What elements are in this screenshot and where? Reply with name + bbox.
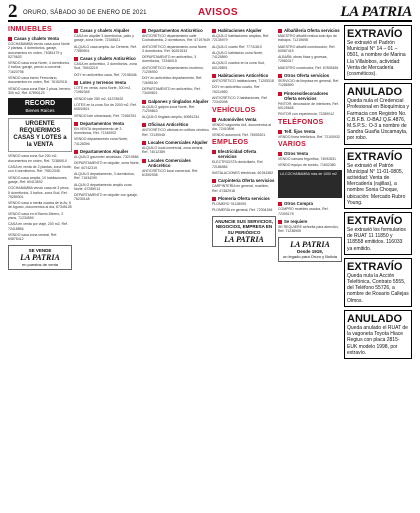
category-heading: Plomería Oferta servicios [212, 196, 276, 201]
advertise-text: ANUNCIE SUS SERVICIOS, NEGOCIOS, EMPRESA EN SU PERIÓDICO [215, 218, 273, 235]
legal-notice [344, 25, 412, 80]
classified-ad: CASA en venta por viaje, 200 m2, Ref. 72418856 [8, 222, 68, 231]
classified-ad: INSTALACIONES eléctricas, 60154382 [212, 171, 274, 176]
notice-body: Se extravió el Patrón Municipal N° 11-01-0805, actividad: Venta de Mercadería (rajillas), a nombre Sonia Choque, ubicación: Mercado Rubro Young. [347, 162, 406, 206]
classified-ad: VENDO departamento zona Norte, 74128396 [74, 137, 129, 146]
column-5 [278, 25, 342, 509]
category-heading: Casas y chalets Venta [8, 36, 72, 41]
notice-body: Queda nula el Credencial Profesional en Bioquímica y Farmacia con Registro No. C.B.F.B. O-BAJ Q.E.4876, M.S.P.S.: O-3 a nombre de Sandra Guaña Uscamayta, por robo. [347, 98, 409, 142]
category-heading: Habitaciones Alquiler [212, 28, 276, 33]
notice-title: EXTRAVÍO [347, 215, 403, 228]
notice-title: EXTRAVÍO [347, 28, 403, 40]
record-banner [8, 98, 72, 115]
classified-ad: VENDO cámara frigorífica, 74092831 [278, 156, 336, 161]
legal-notice [344, 258, 412, 307]
classified-ad: ALQUILO habitaciones amplias, Ref. 72135979 [212, 34, 270, 43]
classified-ad: CARPINTERÍA en general, muebles, Ref. 67482918 [212, 184, 269, 193]
record-title: RECORD [24, 100, 56, 108]
category-marker-icon [278, 74, 282, 78]
category-heading: Departamentos Anticrético [142, 28, 210, 33]
classified-ad: VENDO casa zona Sur 200 m2, documentos en orden, Ref. 72386510 [8, 154, 67, 163]
category-heading: Casas y chalets Anticrético [74, 56, 140, 61]
category-marker-icon [74, 29, 78, 33]
classified-ad: VENDO casa en el Barrio Minero, 2 pisos, 71234590 [8, 211, 64, 221]
category-marker-icon [74, 57, 78, 61]
notice-body: Queda anulado el RUAT de la vagoneta Toyota Hiace Regius con placa 2815-EUK modelo 1998, por extravío. [347, 324, 408, 356]
promo-brand: LA PATRIA [20, 253, 60, 263]
classified-ad: VENDO casa zona Este 2 pisos, terreno 300 m2, Ref. 67890123 [8, 86, 71, 95]
category-marker-icon [212, 29, 216, 33]
category-heading: Pintores/decoradores Oferta servicios [278, 91, 342, 101]
category-marker-icon [278, 92, 282, 96]
classified-ad: VENDO equipo de sonido, 71602380 [278, 163, 336, 168]
classified-ad: COCHABAMBA vendo casa de 3 pisos, 5 dormitorios, 3 baños, zona Sud, Ref. 75289301 [8, 186, 70, 199]
classified-ad: COCHABAMBA vendo casa zona Norte 2 plantas, 4 dormitorios, garaje, documentos en orden, 76381479 y 5270603 [8, 42, 70, 59]
classified-ad: VENDO automóvil, Ref. 76593201 [212, 133, 266, 138]
category-heading: Se requiere [278, 219, 342, 224]
section-heading-varios: VARIOS [278, 140, 307, 148]
category-heading: Departamentos Venta [74, 121, 140, 126]
record-subtitle: Bienes Raíces [25, 108, 55, 114]
classified-ad: DEPARTAMENTO en alquiler, zona Norte, Ref. 60742319 [74, 161, 140, 170]
classified-ad: SERVICIO de limpieza en general, Ref. 71286590 [278, 79, 340, 88]
advertise-box [212, 216, 276, 248]
category-marker-icon [142, 29, 146, 33]
classified-ad: ELECTRICISTA domiciliario, Ref. 72186984 [212, 160, 264, 169]
category-marker-icon [278, 130, 282, 134]
notice-title: EXTRAVÍO [347, 260, 403, 273]
classified-ad: DOY en anticrético cuarto, Ref. 76214950 [212, 85, 261, 94]
classified-ad: VENDO casa a media cuadra de la Av. 6 de Agosto, documentos al día, 67345128 [8, 201, 72, 210]
classified-ad: ALQUILO cuartos en la zona Sud, 60125891 [212, 61, 265, 70]
classified-ad: MAESTRO albañil construcción, Ref. 60987415 [278, 44, 336, 53]
promo-box [8, 245, 72, 271]
notice-title: ANULADO [347, 86, 402, 99]
category-marker-icon [74, 81, 78, 85]
classified-ad: VENDO línea telefónica, Ref. 72100932 [278, 134, 340, 139]
classified-ad: COMPRO muebles usados, Ref. 72309178 [278, 207, 329, 216]
classified-ad: CASA en alquiler 3 dormitorios, patio y garaje, zona Norte, 72345621 [74, 34, 134, 43]
category-heading: Locales Comerciales Alquiler [142, 140, 210, 145]
promo-brand: LA PATRIA [290, 239, 330, 249]
classified-ad: VENDO casa zona central, Ref. 69875412 [8, 232, 58, 242]
legal-notice [344, 212, 412, 255]
classified-ad: CASA en anticrético, 3 dormitorios, zona Sud, 76543219 [74, 62, 137, 71]
section-title: AVISOS [198, 7, 239, 18]
page-header [8, 1, 412, 22]
category-heading: Otros Compra [278, 201, 342, 206]
promo-line-3: un legado para Oruro y Bolivia [282, 254, 338, 260]
classified-ad: ALQUILO galpón zona Norte, Ref. 71209843 [142, 104, 196, 113]
classified-ad: EN VENTA departamento de 3 dormitorios, Ref. 71345902 [74, 126, 122, 136]
category-marker-icon [212, 197, 216, 201]
column-1 [8, 25, 72, 509]
classified-ad: VENDO vagoneta 4x4, documentos al día, 72410896 [212, 122, 272, 131]
notice-title: EXTRAVÍO [347, 150, 403, 163]
classified-ad: VENDO lote urbanizado, Ref. 72456781 [74, 113, 137, 118]
category-heading: Casas y chalets Alquiler [74, 28, 140, 33]
legal-notice [344, 148, 412, 209]
dateline: ORURO, SÁBADO 30 DE ENERO DE 2021 [23, 10, 147, 16]
newspaper-logo: LA PATRIA [340, 4, 412, 20]
promo-line-1: SE VENDE [28, 247, 52, 253]
category-heading: Otros Oferta servicios [278, 73, 342, 78]
category-heading: Electricidad Oferta servicios [212, 149, 276, 159]
category-heading: Telf. fijos Venta [278, 129, 342, 134]
promo-line-2: Desde 1919, [296, 248, 324, 254]
classified-ad: PINTOR con experiencia, 72289012 [278, 112, 335, 117]
category-heading: Carpintería Oferta servicios [212, 178, 276, 183]
classified-ad: ANTICRÉTICO 2 habitaciones, Ref. 72340098 [212, 95, 268, 105]
section-heading-telefonos: TELÉFONOS [278, 118, 324, 126]
legal-notice [344, 310, 412, 359]
category-marker-icon [74, 150, 78, 154]
category-heading: Automóviles Venta [212, 117, 276, 122]
classified-ad: ANTICRÉTICO departamento moderno, 71205930 [142, 65, 205, 75]
classified-ad: ANTICRÉTICO local comercial, Ref. 61592938 [142, 168, 199, 177]
category-marker-icon [212, 118, 216, 122]
classified-ad: PLOMERÍA en general, Ref. 72304156 [212, 208, 273, 213]
urgent-banner: URGENTE REQUERIMOS CASAS Y LOTES a la VENTA [8, 118, 72, 152]
classified-ad: DEPARTAMENTO en anticrético, Ref. 73409821 [142, 86, 201, 96]
category-marker-icon [212, 74, 216, 78]
category-marker-icon [142, 100, 146, 104]
classified-ad: DEPARTAMENTO en anticrético, 3 dormitorios, 72346015 [142, 55, 197, 64]
classified-ad: ANTICRÉTICO departamento zona Norte, 3 dormitorios, Ref. 60291534 [142, 44, 208, 53]
classified-ad: ALQUILO departamento amplio zona Norte, 67289013 [74, 182, 132, 191]
category-marker-icon [278, 220, 282, 224]
notice-body: Se extravió los formularios de RUAT 11 11850 y 118558 emitidos. 116033 ya emitido. [347, 227, 406, 252]
classified-ad: PLOMERO 76128099 [212, 201, 247, 206]
classified-ad: PINTOR, decoración de interiores, Ref. 60125648 [278, 101, 339, 110]
classified-ad: CASA en venta de 2 plantas, zona Norte, con 4 dormitorios, Ref. 79812345 [8, 165, 72, 174]
category-marker-icon [142, 141, 146, 145]
category-heading: Departamentos Alquiler [74, 149, 140, 154]
category-marker-icon [142, 123, 146, 127]
classified-ad: VENDO casa zona Norte, 4 dormitorios, 2 baños, garaje, precio a convenir, 71620798 [8, 61, 71, 74]
section-heading-vehiculos: VEHÍCULOS [212, 106, 256, 114]
column-2 [74, 25, 140, 509]
category-heading: Locales Comerciales Anticrético [142, 158, 210, 168]
classified-ad: DEPARTAMENTO en alquiler con garaje, 76230148 [74, 193, 138, 202]
column-4 [212, 25, 276, 509]
classified-ad: ALQUILO garzonier amoblado, 73219584 [74, 155, 139, 160]
classified-ad: ALBAÑIL obras finas y gruesas, 72580317 [278, 55, 328, 64]
column-3 [142, 25, 210, 509]
promo-box [278, 237, 342, 263]
classified-ad: VENDO lote 250 m2, 61378920 [74, 96, 124, 101]
category-heading: Lotes y terrenos Venta [74, 80, 140, 85]
classified-ad: DOY en anticrético departamento, Ref. 72698190 [142, 76, 203, 85]
category-marker-icon [8, 37, 12, 41]
column-6-notices [344, 25, 412, 509]
notice-title: ANULADO [347, 312, 402, 325]
classified-ad: ALQUILO habitación zona Norte, 74125890 [212, 50, 264, 60]
category-heading: Habitaciones Anticrético [212, 73, 276, 78]
category-heading: Otros Venta [278, 151, 342, 156]
classified-ad: ALQUILO casa amplia, Av. Dehene, Ref. 77889901 [74, 44, 137, 53]
classified-ad: LOTE en venta, zona Norte, 300 m2, 71982345 [74, 86, 132, 95]
category-marker-icon [278, 29, 282, 33]
section-heading-inmuebles: INMUEBLES [8, 26, 52, 33]
category-heading: Galpones y tinglados Alquiler [142, 99, 210, 104]
classified-ad: VENDO casa amplia, 10 habitaciones, garaje, Ref. 60413592 [8, 175, 68, 184]
classified-ad: LOTES en la zona Sur de 2000 m2, Ref. 60834521 [74, 102, 137, 112]
category-heading: Albañilería Oferta servicios [278, 28, 342, 33]
notice-body: Se extravió el Padrón Municipal N° 14 – 01 – 0501, a nombre de Marina Lía Villalobos, actividad: Venta de Mercadería (cosméticos). [347, 40, 406, 78]
page-number: 2 [8, 1, 18, 22]
legal-notice [344, 83, 412, 144]
classified-ad: ANTICRÉTICO oficinas en edificio céntrico, Ref. 72139045 [142, 128, 210, 137]
section-heading-empleos: EMPLEOS [212, 139, 249, 147]
classified-ad: MAESTRO albañil realiza todo tipo de trabajos, 71219698 [278, 34, 337, 43]
photo-ad: LA COCHABAMBA más de 1000 m2 [278, 170, 342, 198]
category-marker-icon [278, 152, 282, 156]
classified-ad: ALQUILO local comercial, zona central, Ref. 74012389 [142, 146, 204, 155]
classified-ad: ALQUILO cuarto Ref. 77741810 [212, 44, 262, 49]
advertise-brand: LA PATRIA [224, 235, 264, 245]
category-marker-icon [142, 159, 146, 163]
classified-ad: ALQUILO tinglado amplio, 60981234 [142, 115, 200, 120]
notice-body: Queda nula la Acción Telefónica, Contrato 5555, del Teléfono 55726, a nombre de Rosario Callejas Olmos. [347, 272, 409, 304]
classified-ad: MAESTRO constructor, Ref. 67893456 [278, 65, 339, 70]
classified-ad: ALQUILO departamento, 3 dormitorios, Ref. 71634290 [74, 171, 135, 181]
category-marker-icon [212, 150, 216, 154]
classified-ad: ANTICRÉTICO habitaciones, 71205318 [212, 79, 274, 84]
category-heading: Oficinas Anticrético [142, 122, 210, 127]
promo-line-3: en puestos de venta [21, 262, 59, 268]
classified-ad: ANTICRÉTICO departamento calle Cochabamba, 2 dormitorios, Ref. 67197649 [142, 34, 210, 43]
category-marker-icon [278, 202, 282, 206]
classified-ad: SE REQUIERE señorita para atención, Ref. 71238905 [278, 225, 339, 234]
classified-ad: DOY en anticrético casa, Ref. 72198346 [74, 72, 137, 77]
category-marker-icon [212, 179, 216, 183]
category-marker-icon [74, 122, 78, 126]
classified-ad: VENDO casa barrio Ferroviario, documentos en orden, Ref. 76152918 [8, 76, 67, 85]
